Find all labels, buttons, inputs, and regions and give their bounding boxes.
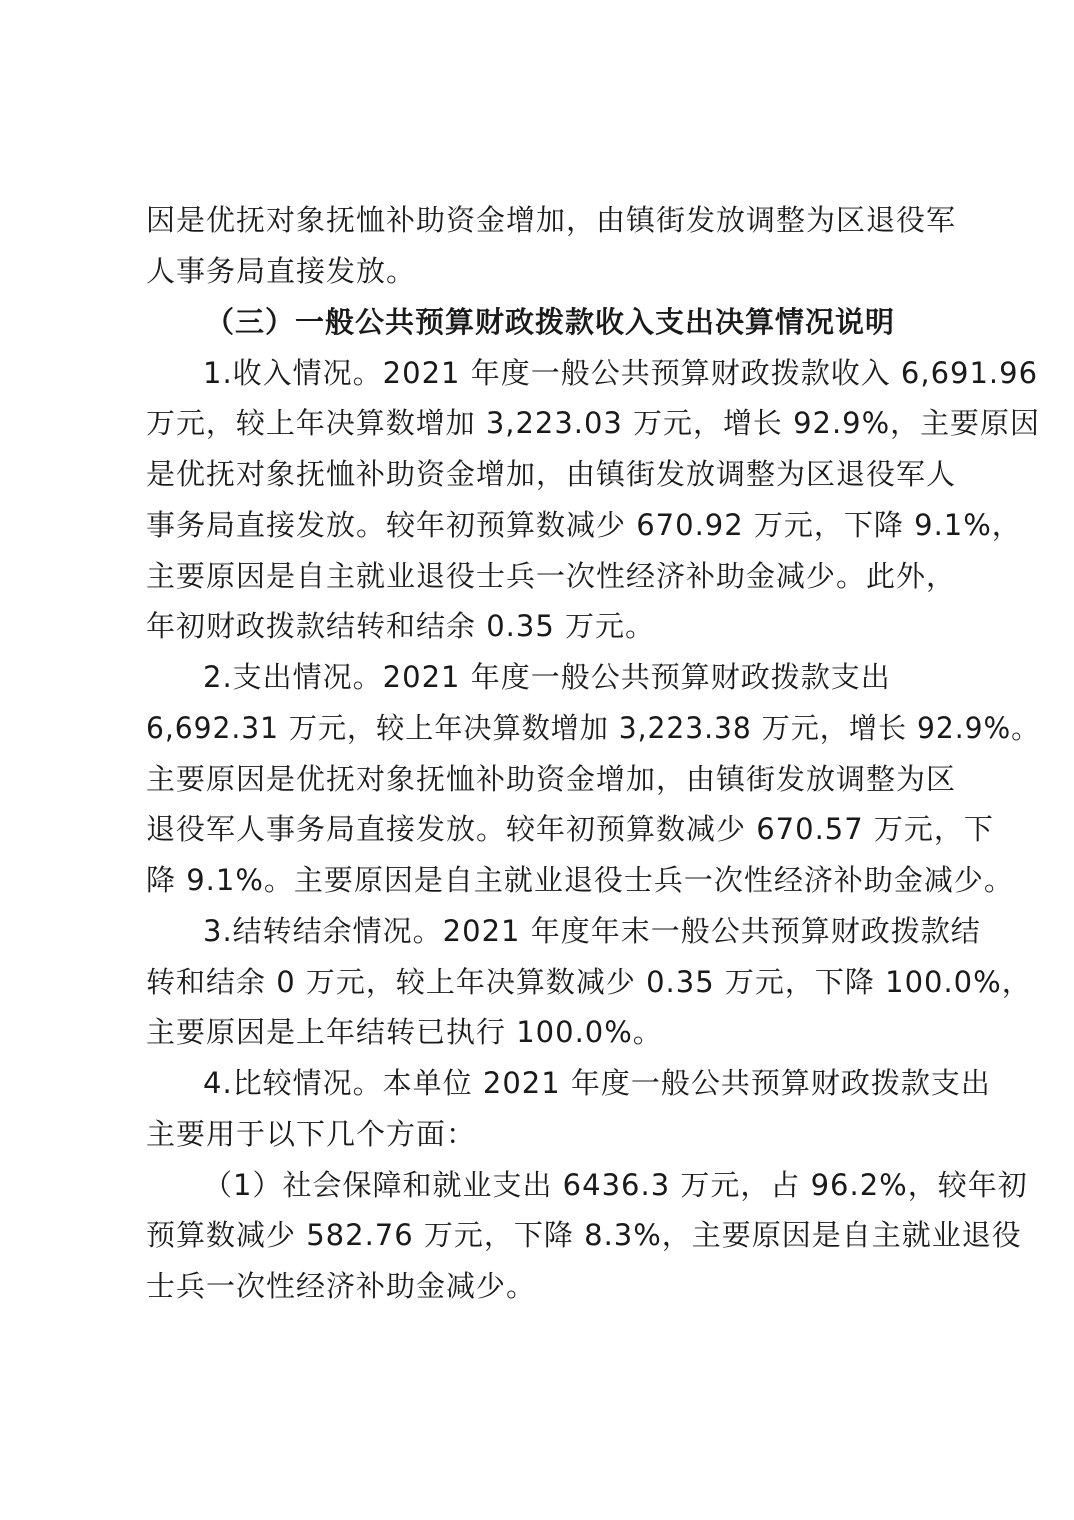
text-line-1: 因是优抚对象抚恤补助资金增加，由镇街发放调整为区退役军 (146, 203, 957, 237)
text-line-19: 主要用于以下几个方面： (146, 1117, 477, 1151)
text-line-2: 人事务局直接发放。 (146, 254, 417, 288)
text-line-16: 转和结余 0 万元，较上年决算数减少 0.35 万元，下降 100.0%， (146, 965, 1032, 999)
text-line-10: 2.支出情况。2021 年度一般公共预算财政拨款支出 (203, 660, 891, 694)
text-line-12: 主要原因是优抚对象抚恤补助资金增加，由镇街发放调整为区 (146, 762, 957, 796)
section-heading: （三）一般公共预算财政拨款收入支出决算情况说明 (205, 305, 896, 339)
text-line-9: 年初财政拨款结转和结余 0.35 万元。 (146, 609, 656, 643)
text-line-13: 退役军人事务局直接发放。较年初预算数减少 670.57 万元，下 (146, 812, 994, 846)
text-line-20: （1）社会保障和就业支出 6436.3 万元，占 96.2%，较年初 (203, 1168, 1028, 1202)
text-line-21: 预算数减少 582.76 万元，下降 8.3%，主要原因是自主就业退役 (146, 1218, 1022, 1252)
text-line-18: 4.比较情况。本单位 2021 年度一般公共预算财政拨款支出 (203, 1066, 991, 1100)
text-line-22: 士兵一次性经济补助金减少。 (146, 1269, 537, 1303)
text-line-14: 降 9.1%。主要原因是自主就业退役士兵一次性经济补助金减少。 (146, 863, 1014, 897)
text-line-4: 1.收入情况。2021 年度一般公共预算财政拨款收入 6,691.96 (203, 356, 1039, 390)
text-line-5: 万元，较上年决算数增加 3,223.03 万元，增长 92.9%，主要原因 (146, 406, 1040, 440)
text-line-7: 事务局直接发放。较年初预算数减少 670.92 万元，下降 9.1%， (146, 508, 1022, 542)
text-line-6: 是优抚对象抚恤补助资金增加，由镇街发放调整为区退役军人 (146, 457, 957, 491)
text-line-11: 6,692.31 万元，较上年决算数增加 3,223.38 万元，增长 92.9%。 (146, 711, 1041, 745)
text-line-8: 主要原因是自主就业退役士兵一次性经济补助金减少。此外， (146, 559, 957, 593)
text-line-17: 主要原因是上年结转已执行 100.0%。 (146, 1015, 663, 1049)
text-line-15: 3.结转结余情况。2021 年度年末一般公共预算财政拨款结 (203, 914, 981, 948)
